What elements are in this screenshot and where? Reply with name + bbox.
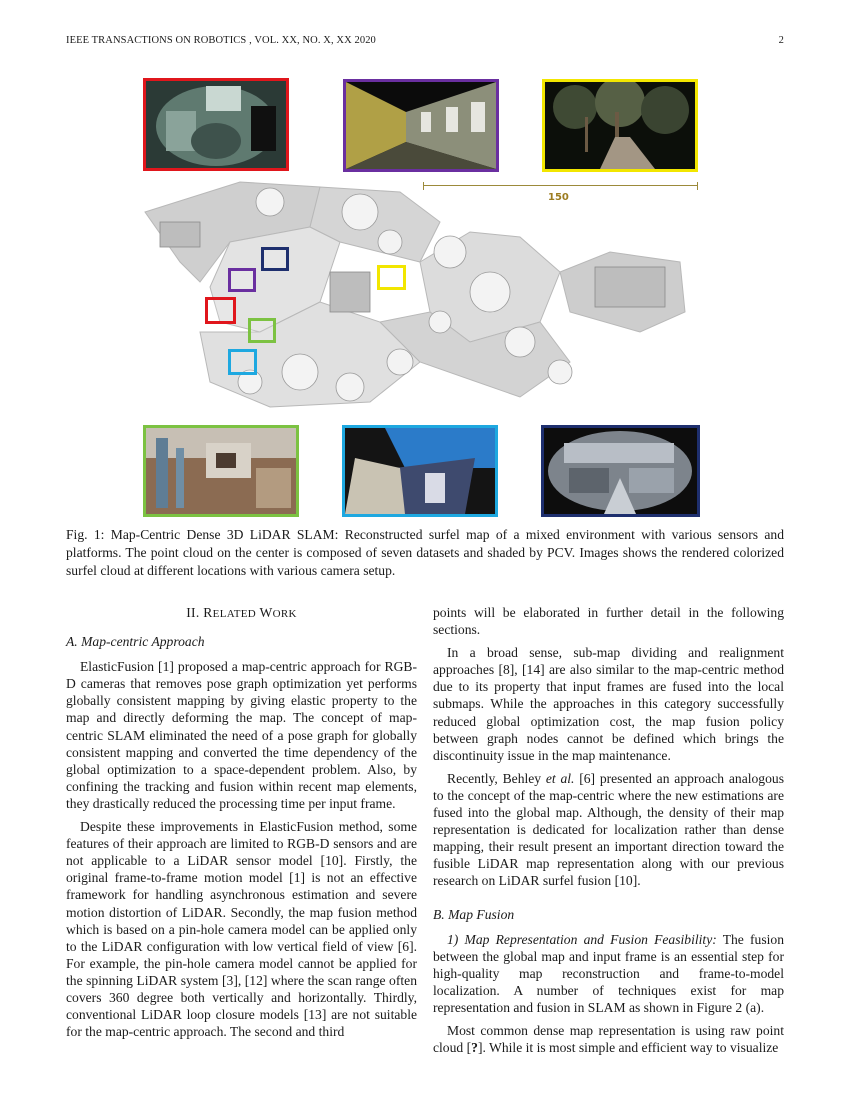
paragraph: points will be elaborated in further detail in the following sections. bbox=[433, 605, 784, 638]
figure-caption: Fig. 1: Map-Centric Dense 3D LiDAR SLAM: Reconstructed surfel map of a mixed environment with various sensors and platforms. The point cloud on the center is composed of seven datasets and shaded by PCV. Images shows the rendered colorized surfel cloud at different locations with various camera setup. bbox=[66, 527, 784, 578]
thumbnail-green bbox=[143, 425, 299, 517]
scale-bar bbox=[423, 182, 698, 190]
thumbnail-cyan bbox=[342, 425, 498, 517]
running-header bbox=[66, 35, 784, 46]
journal-title: IEEE TRANSACTIONS ON ROBOTICS , VOL. XX, NO. X, XX 2020 bbox=[66, 35, 376, 46]
page-number: 2 bbox=[778, 35, 784, 46]
paragraph: 1) Map Representation and Fusion Feasibility: The fusion between the global map and input frame is an essential step for high-quality map reconstruction and frame-to-model localization. A number of techniques exist for map representation and fusion in SLAM as shown in Figure 2 (a). bbox=[433, 931, 784, 1015]
map-marker-red bbox=[205, 297, 236, 324]
section-title: II. RELATED WORK bbox=[186, 605, 297, 620]
map-marker-cyan bbox=[228, 349, 257, 375]
left-column bbox=[66, 604, 417, 1046]
subsection-heading-b: B. Map Fusion bbox=[433, 906, 515, 922]
paragraph: Recently, Behley et al. [6] presented an approach analogous to the concept of the map-centric where the new estimations are fused into the global map. Although, the density of their map representation is dedicated for localization rather than dense mapping, their result present an important direction toward the fusible LiDAR map representation along with our previous research on LiDAR surfel fusion [10]. bbox=[433, 770, 784, 889]
right-column bbox=[433, 604, 784, 1062]
thumbnail-navy bbox=[541, 425, 700, 517]
map-marker-green bbox=[248, 318, 276, 343]
thumbnail-purple bbox=[343, 79, 499, 172]
paragraph: In a broad sense, sub-map dividing and realignment approaches [8], [14] are also similar to the map-centric method due to its property that input frames are fused into the local submaps. While the approaches in this category successfully reduced global optimization cost, the map fusion policy between graph nodes cannot be defined which brings the discontinuity issue in the map maintenance. bbox=[433, 645, 784, 763]
paragraph: Most common dense map representation is using raw point cloud [?]. While it is most simple and efficient way to visualize bbox=[433, 1023, 784, 1056]
thumbnail-yellow bbox=[542, 79, 698, 172]
map-marker-yellow bbox=[377, 265, 406, 290]
scale-bar-label: 150 bbox=[548, 192, 569, 203]
paragraph: ElasticFusion [1] proposed a map-centric approach for RGB-D cameras that removes pose graph optimization yet performs globally consistent mapping by giving elastic property to the map and directly deforming the map. The concept of map-centric SLAM eliminated the need of a pose graph for globally consistent mapping and converted the time dependency of the global optimization to a space-dependent problem. Also, by confining the tracking and fusion within recent map elements, they drastically reduced the processing time per input frame. bbox=[66, 659, 417, 811]
paragraph: Despite these improvements in ElasticFusion method, some features of their approach are limited to RGB-D sensors and are not applicable to a LiDAR sensor model [10]. Firstly, the original frame-to-frame motion model [1] is not an effective framework for handling asynchronous estimation and severe motion distortion of LiDAR. Secondly, the map fusion method which is based on a pin-hole camera model can be applied only to the LiDAR configuration with low vertical field of view [6]. For example, the pin-hole camera model cannot be applied for the spinning LiDAR system [3], [12] where the scan range often covers 360 degree both vertically and horizontally. Thirdly, conventional LiDAR loop closure models [13] are not suitable for the map-centric approach. The second and third bbox=[66, 819, 417, 1040]
thumbnail-red bbox=[143, 78, 289, 171]
map-marker-purple bbox=[228, 268, 256, 292]
map-marker-navy bbox=[261, 247, 289, 271]
subsection-heading-a: A. Map-centric Approach bbox=[66, 634, 205, 650]
